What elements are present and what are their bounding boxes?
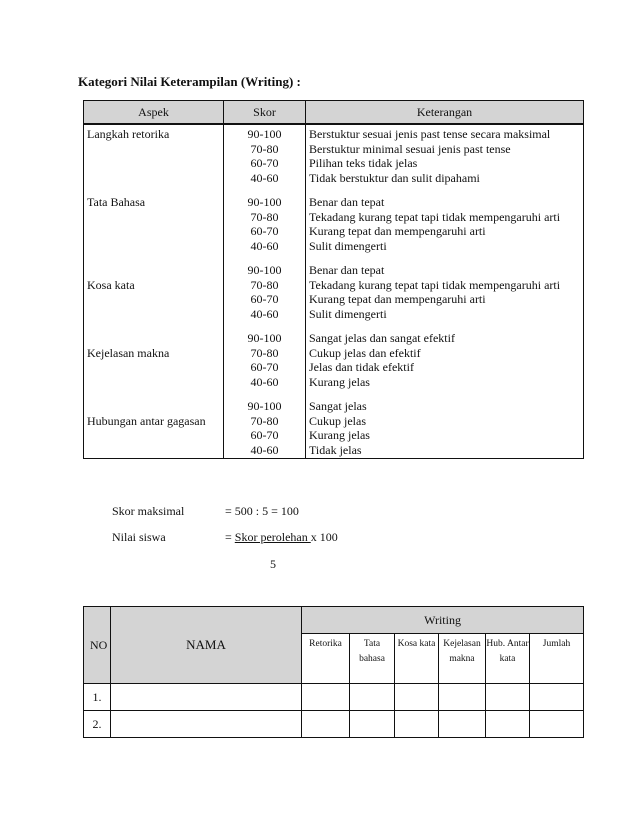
rubric-score-value: 40-60 bbox=[250, 374, 279, 389]
rubric-score-value: 60-70 bbox=[250, 292, 279, 306]
rubric-row bbox=[84, 191, 584, 259]
skor-maksimal-value: = 500 : 5 = 100 bbox=[225, 504, 299, 518]
rubric-description: Kurang jelas bbox=[309, 428, 370, 442]
grade-name-cell[interactable] bbox=[111, 684, 302, 711]
rubric-description: Berstuktur minimal sesuai jenis past tense bbox=[309, 141, 511, 156]
grade-score-cell[interactable] bbox=[302, 684, 350, 711]
header-no: NO bbox=[84, 607, 111, 684]
rubric-description: Kurang tepat dan mempengaruhi arti bbox=[309, 224, 486, 238]
rubric-keterangan bbox=[306, 124, 584, 191]
rubric-skor bbox=[224, 395, 306, 459]
rubric-aspek-label: Kejelasan makna bbox=[87, 345, 170, 360]
header-skor: Skor bbox=[224, 101, 306, 125]
grade-score-cell[interactable] bbox=[530, 711, 584, 738]
rubric-description: Cukup jelas dan efektif bbox=[309, 345, 421, 360]
rubric-skor bbox=[224, 327, 306, 395]
grade-name-cell[interactable] bbox=[111, 711, 302, 738]
rubric-score-value: 60-70 bbox=[250, 360, 279, 374]
grade-score-cell[interactable] bbox=[486, 711, 530, 738]
skor-maksimal-line bbox=[112, 504, 512, 520]
rubric-description: Tekadang kurang tepat tapi tidak mempengaruhi arti bbox=[309, 277, 561, 292]
rubric-aspek bbox=[84, 124, 224, 191]
grade-score-cell[interactable] bbox=[439, 711, 486, 738]
rubric-description: Sangat jelas dan sangat efektif bbox=[309, 331, 455, 345]
rubric-aspek-label: Hubungan antar gagasan bbox=[87, 413, 206, 428]
rubric-description: Berstuktur sesuai jenis past tense secara maksimal bbox=[309, 127, 551, 141]
rubric-score-value: 90-100 bbox=[247, 127, 282, 141]
rubric-description: Benar dan tepat bbox=[309, 195, 385, 209]
header-keterangan: Keterangan bbox=[306, 101, 584, 125]
header-nama: NAMA bbox=[111, 607, 302, 684]
rubric-description: Jelas dan tidak efektif bbox=[309, 360, 414, 374]
nilai-numerator: Skor perolehan bbox=[234, 530, 311, 544]
nilai-siswa-formula bbox=[225, 530, 338, 545]
grade-row-number: 1. bbox=[84, 684, 111, 711]
rubric-description: Tekadang kurang tepat tapi tidak mempengaruhi arti bbox=[309, 209, 561, 224]
grade-score-cell[interactable] bbox=[439, 684, 486, 711]
rubric-score-value: 90-100 bbox=[247, 195, 282, 209]
rubric-header-row bbox=[84, 101, 584, 125]
rubric-score-value: 90-100 bbox=[247, 399, 282, 413]
grade-score-cell[interactable] bbox=[395, 711, 439, 738]
header-writing: Writing bbox=[302, 607, 584, 634]
rubric-skor bbox=[224, 124, 306, 191]
page-heading: Kategori Nilai Keterampilan (Writing) : bbox=[78, 74, 301, 89]
rubric-score-value: 40-60 bbox=[250, 306, 279, 321]
rubric-row bbox=[84, 327, 584, 395]
rubric-aspek bbox=[84, 259, 224, 327]
nilai-denominator: 5 bbox=[270, 557, 276, 571]
rubric-skor bbox=[224, 259, 306, 327]
rubric-score-value: 90-100 bbox=[247, 263, 282, 277]
rubric-description: Pilihan teks tidak jelas bbox=[309, 156, 418, 170]
rubric-description: Sangat jelas bbox=[309, 399, 367, 413]
rubric-description: Kurang tepat dan mempengaruhi arti bbox=[309, 292, 486, 306]
header-aspek: Aspek bbox=[84, 101, 224, 125]
nilai-suffix: x 100 bbox=[310, 530, 338, 544]
grade-score-cell[interactable] bbox=[350, 711, 395, 738]
rubric-description: Cukup jelas bbox=[309, 413, 366, 428]
rubric-score-value: 40-60 bbox=[250, 442, 279, 457]
grade-subheader: Hub. Antar kata bbox=[486, 634, 530, 684]
rubric-keterangan bbox=[306, 191, 584, 259]
grade-score-cell[interactable] bbox=[302, 711, 350, 738]
rubric-description: Tidak jelas bbox=[309, 442, 362, 457]
rubric-aspek bbox=[84, 327, 224, 395]
rubric-keterangan bbox=[306, 395, 584, 459]
rubric-aspek-label: Kosa kata bbox=[87, 277, 135, 292]
rubric-keterangan bbox=[306, 327, 584, 395]
rubric-keterangan bbox=[306, 259, 584, 327]
grade-table bbox=[83, 606, 584, 738]
rubric-score-value: 70-80 bbox=[250, 141, 279, 156]
grade-subheader: Jumlah bbox=[530, 634, 584, 684]
rubric-score-value: 40-60 bbox=[250, 170, 279, 185]
nilai-prefix: = bbox=[225, 530, 235, 544]
grade-score-cell[interactable] bbox=[395, 684, 439, 711]
rubric-description: Sulit dimengerti bbox=[309, 306, 387, 321]
grade-score-cell[interactable] bbox=[530, 684, 584, 711]
grade-score-cell[interactable] bbox=[350, 684, 395, 711]
rubric-score-value: 70-80 bbox=[250, 277, 279, 292]
rubric-aspek-label: Tata Bahasa bbox=[87, 195, 146, 209]
rubric-score-value: 60-70 bbox=[250, 428, 279, 442]
grade-subheader: Kosa kata bbox=[395, 634, 439, 684]
grade-subheader: Kejelasan makna bbox=[439, 634, 486, 684]
rubric-description: Tidak berstuktur dan sulit dipahami bbox=[309, 170, 480, 185]
rubric-score-value: 60-70 bbox=[250, 224, 279, 238]
rubric-score-value: 90-100 bbox=[247, 331, 282, 345]
rubric-score-value: 60-70 bbox=[250, 156, 279, 170]
nilai-siswa-line bbox=[112, 530, 512, 546]
rubric-score-value: 70-80 bbox=[250, 413, 279, 428]
grade-row-number: 2. bbox=[84, 711, 111, 738]
grade-score-cell[interactable] bbox=[486, 684, 530, 711]
rubric-score-value: 40-60 bbox=[250, 238, 279, 253]
grade-subheader: Tata bahasa bbox=[350, 634, 395, 684]
grade-row bbox=[84, 684, 584, 711]
nilai-siswa-label: Nilai siswa bbox=[112, 530, 166, 544]
rubric-score-value: 70-80 bbox=[250, 345, 279, 360]
grade-subheader: Retorika bbox=[302, 634, 350, 684]
skor-maksimal-label: Skor maksimal bbox=[112, 504, 185, 518]
rubric-aspek bbox=[84, 191, 224, 259]
rubric-row bbox=[84, 124, 584, 191]
rubric-row bbox=[84, 259, 584, 327]
rubric-aspek bbox=[84, 395, 224, 459]
rubric-score-value: 70-80 bbox=[250, 209, 279, 224]
rubric-row bbox=[84, 395, 584, 459]
grade-row bbox=[84, 711, 584, 738]
rubric-description: Sulit dimengerti bbox=[309, 238, 387, 253]
rubric-description: Kurang jelas bbox=[309, 374, 370, 389]
rubric-skor bbox=[224, 191, 306, 259]
rubric-aspek-label: Langkah retorika bbox=[87, 127, 170, 141]
rubric-description: Benar dan tepat bbox=[309, 263, 385, 277]
rubric-table bbox=[83, 100, 584, 459]
